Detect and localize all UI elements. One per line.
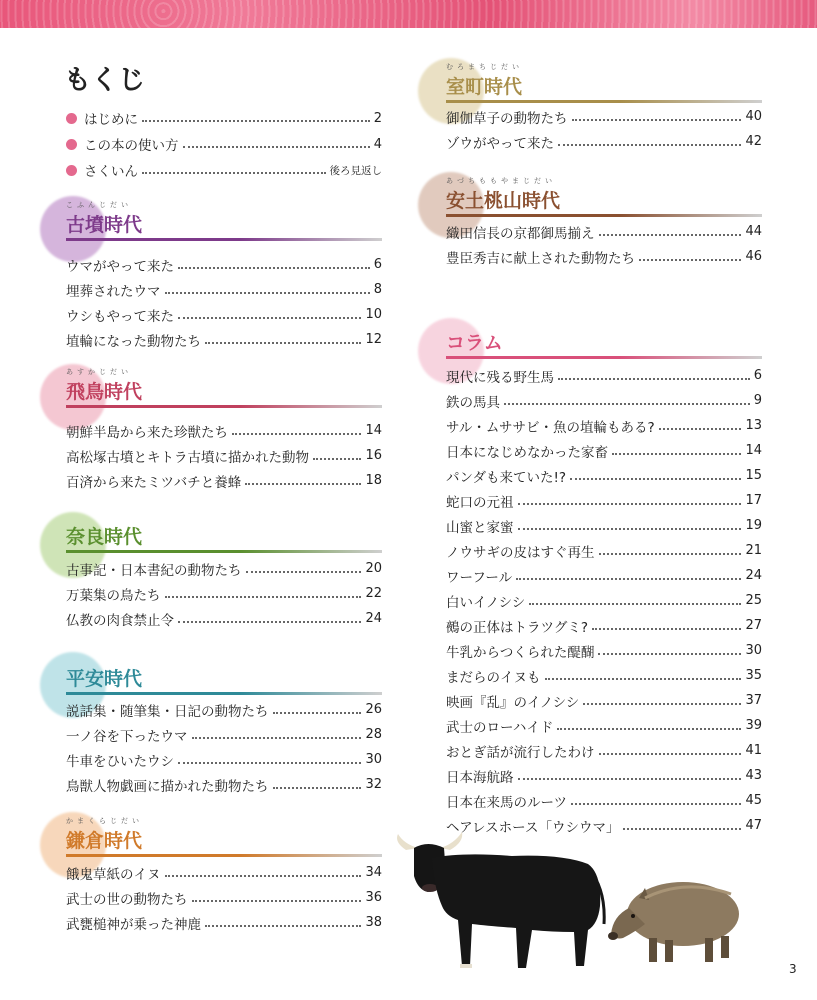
entry-label: 山蜜と家蜜 (446, 519, 514, 536)
toc-entry[interactable] (446, 488, 762, 513)
black-bull-photo (392, 828, 617, 973)
toc-entry[interactable] (66, 443, 382, 468)
entry-page: 30 (745, 643, 762, 658)
entry-label: 日本になじめなかった家畜 (446, 444, 608, 461)
entry-page: 20 (365, 561, 382, 576)
entry-page: 8 (373, 282, 382, 297)
dot-leader (504, 403, 750, 405)
dot-leader (205, 925, 361, 927)
toc-entry[interactable] (446, 688, 762, 713)
section-entries (66, 860, 382, 935)
entry-page: 34 (365, 865, 382, 880)
dot-leader (571, 803, 741, 805)
dot-leader (142, 120, 370, 122)
section-underline (446, 100, 762, 103)
entry-label: 餓鬼草紙のイヌ (66, 866, 161, 883)
entry-label: 白いイノシシ (446, 594, 526, 611)
entry-label: 鉄の馬具 (446, 394, 500, 411)
toc-entry[interactable] (66, 860, 382, 885)
entry-page: 47 (745, 818, 762, 833)
entry-page: 10 (365, 307, 382, 322)
dot-leader (558, 144, 741, 146)
dot-leader (178, 762, 361, 764)
section-entries (66, 556, 382, 631)
entry-page: 16 (365, 448, 382, 463)
page-title: もくじ (64, 65, 145, 96)
entry-page: 27 (745, 618, 762, 633)
entry-page: 22 (365, 586, 382, 601)
entry-page: 6 (373, 257, 382, 272)
toc-entry[interactable] (446, 413, 762, 438)
dot-leader (570, 478, 741, 480)
entry-page: 14 (365, 423, 382, 438)
toc-entry[interactable] (446, 463, 762, 488)
dot-leader (599, 234, 742, 236)
entry-label: まだらのイヌも (446, 669, 541, 686)
entry-label: 鳥獣人物戯画に描かれた動物たち (66, 778, 269, 795)
entry-page: 39 (745, 718, 762, 733)
dot-leader (205, 342, 361, 344)
section-title-ruby: かまくらじだい (66, 817, 143, 825)
entry-page: 13 (745, 418, 762, 433)
toc-entry[interactable] (446, 538, 762, 563)
dot-leader (572, 119, 742, 121)
entry-page: 2 (373, 110, 382, 126)
entry-page: 43 (745, 768, 762, 783)
intro-list (66, 105, 382, 183)
entry-page: 25 (745, 593, 762, 608)
section-entries (446, 219, 762, 269)
entry-page: 45 (745, 793, 762, 808)
dot-leader (192, 900, 362, 902)
entry-label: パンダも来ていた!? (446, 469, 567, 486)
section-entries (446, 104, 762, 154)
entry-page: 24 (745, 568, 762, 583)
section-underline (66, 238, 382, 241)
entry-label: さくいん (84, 164, 138, 180)
toc-entry[interactable] (66, 885, 382, 910)
entry-label: 百済から来たミツバチと養蜂 (66, 474, 242, 491)
section-title-ruby: あづちももやまじだい (446, 177, 556, 185)
section-underline (66, 854, 382, 857)
entry-label: 豊臣秀吉に献上された動物たち (446, 250, 635, 267)
section-title: コラム (446, 332, 503, 354)
entry-label: 埴輪になった動物たち (66, 333, 201, 350)
pink-bullet-icon (66, 165, 77, 176)
entry-label: はじめに (84, 112, 138, 128)
section-title: 飛鳥時代 (66, 381, 143, 403)
dot-leader (557, 728, 741, 730)
toc-entry[interactable] (446, 563, 762, 588)
wild-boar-photo (605, 868, 745, 968)
entry-label: ウマがやって来た (66, 258, 174, 275)
dot-leader (612, 453, 741, 455)
section-underline (446, 214, 762, 217)
entry-label: ワーフール (446, 569, 513, 586)
dot-leader (183, 146, 370, 148)
entry-label: ゾウがやって来た (446, 135, 554, 152)
entry-label: 高松塚古墳とキトラ古墳に描かれた動物 (66, 449, 309, 466)
toc-entry[interactable] (446, 788, 762, 813)
entry-page: 14 (745, 443, 762, 458)
entry-page: 26 (365, 702, 382, 717)
entry-label: 鵺の正体はトラツグミ? (446, 619, 589, 636)
decorative-top-band (0, 0, 817, 28)
entry-label: 御伽草子の動物たち (446, 110, 568, 127)
dot-leader (592, 628, 741, 630)
entry-label: 武士のローハイド (446, 719, 554, 736)
entry-label: 武甕槌神が乗った神鹿 (66, 916, 201, 933)
toc-entry[interactable] (446, 219, 762, 244)
toc-entry[interactable] (446, 613, 762, 638)
section-entries (66, 252, 382, 352)
toc-entry[interactable] (66, 722, 382, 747)
pink-bullet-icon (66, 113, 77, 124)
toc-entry[interactable] (446, 513, 762, 538)
dot-leader (178, 621, 361, 623)
dot-leader (599, 553, 742, 555)
pink-bullet-icon (66, 139, 77, 150)
toc-entry[interactable] (66, 302, 382, 327)
toc-entry[interactable] (446, 388, 762, 413)
entry-page: 35 (745, 668, 762, 683)
section-title: 安土桃山時代 (446, 190, 561, 212)
toc-entry[interactable] (66, 747, 382, 772)
toc-entry[interactable] (446, 244, 762, 269)
entry-page: 後ろ見返し (329, 164, 382, 177)
dot-leader (623, 828, 741, 830)
entry-label: 日本在来馬のルーツ (446, 794, 567, 811)
entry-page: 38 (365, 915, 382, 930)
entry-page: 41 (745, 743, 762, 758)
toc-entry-howto[interactable] (66, 131, 382, 157)
toc-entry[interactable] (66, 581, 382, 606)
toc-entry[interactable] (446, 363, 762, 388)
entry-page: 19 (745, 518, 762, 533)
dot-leader (529, 603, 741, 605)
page-number: 3 (789, 962, 797, 976)
section-title-ruby: こふんじだい (66, 201, 132, 209)
entry-page: 18 (365, 473, 382, 488)
toc-entry[interactable] (446, 129, 762, 154)
toc-entry[interactable] (66, 327, 382, 352)
entry-label: サル・ムササビ・魚の埴輪もある? (446, 419, 655, 436)
dot-leader (246, 571, 362, 573)
toc-entry[interactable] (446, 588, 762, 613)
entry-label: 日本海航路 (446, 769, 514, 786)
dot-leader (516, 578, 741, 580)
section-underline (446, 356, 762, 359)
toc-entry[interactable] (446, 738, 762, 763)
section-title: 鎌倉時代 (66, 830, 143, 852)
entry-page: 12 (365, 332, 382, 347)
entry-label: 古事記・日本書紀の動物たち (66, 562, 242, 579)
entry-label: 朝鮮半島から来た珍獣たち (66, 424, 228, 441)
entry-label: 万葉集の鳥たち (66, 587, 161, 604)
section-title: 奈良時代 (66, 526, 143, 548)
entry-label: 武士の世の動物たち (66, 891, 188, 908)
entry-label: ノウサギの皮はすぐ再生 (446, 544, 595, 561)
dot-leader (659, 428, 742, 430)
dot-leader (165, 596, 362, 598)
dot-leader (192, 737, 362, 739)
toc-entry-index[interactable] (66, 157, 382, 183)
entry-label: ヘアレスホース「ウシウマ」 (446, 819, 620, 836)
dot-leader (142, 172, 326, 174)
entry-page: 37 (745, 693, 762, 708)
entry-label: 仏教の肉食禁止令 (66, 612, 174, 629)
toc-entry-intro[interactable] (66, 105, 382, 131)
entry-page: 24 (365, 611, 382, 626)
toc-entry[interactable] (446, 104, 762, 129)
section-title-ruby: むろまちじだい (446, 63, 523, 71)
dot-leader (245, 483, 361, 485)
section-entries (66, 697, 382, 797)
toc-entry[interactable] (66, 277, 382, 302)
entry-page: 6 (753, 368, 762, 383)
dot-leader (558, 378, 750, 380)
toc-entry[interactable] (66, 606, 382, 631)
section-underline (66, 550, 382, 553)
entry-page: 4 (373, 136, 382, 152)
entry-page: 40 (745, 109, 762, 124)
entry-label: 現代に残る野生馬 (446, 369, 554, 386)
entry-label: 織田信長の京都御馬揃え (446, 225, 595, 242)
toc-entry[interactable] (446, 638, 762, 663)
toc-entry[interactable] (66, 910, 382, 935)
entry-page: 17 (745, 493, 762, 508)
section-entries (66, 418, 382, 493)
entry-page: 21 (745, 543, 762, 558)
entry-label: 一ノ谷を下ったウマ (66, 728, 188, 745)
toc-entry[interactable] (446, 763, 762, 788)
entry-page: 36 (365, 890, 382, 905)
section-entries (446, 363, 762, 838)
dot-leader (518, 778, 742, 780)
section-title: 室町時代 (446, 76, 523, 98)
dot-leader (178, 317, 361, 319)
dot-leader (313, 458, 361, 460)
section-title-ruby: あすかじだい (66, 368, 132, 376)
dot-leader (639, 259, 741, 261)
entry-page: 42 (745, 134, 762, 149)
entry-page: 30 (365, 752, 382, 767)
entry-label: 埋葬されたウマ (66, 283, 161, 300)
entry-page: 44 (745, 224, 762, 239)
dot-leader (599, 753, 742, 755)
entry-label: この本の使い方 (84, 138, 179, 154)
entry-label: 牛車をひいたウシ (66, 753, 174, 770)
entry-label: ウシもやって来た (66, 308, 174, 325)
dot-leader (273, 787, 362, 789)
toc-entry[interactable] (66, 772, 382, 797)
toc-entry[interactable] (66, 468, 382, 493)
section-underline (66, 692, 382, 695)
dot-leader (545, 678, 742, 680)
entry-label: おとぎ話が流行したわけ (446, 744, 595, 761)
dot-leader (232, 433, 361, 435)
dot-leader (178, 267, 370, 269)
toc-entry[interactable] (66, 418, 382, 443)
toc-entry[interactable] (446, 713, 762, 738)
entry-label: 牛乳からつくられた醍醐 (446, 644, 595, 661)
section-title: 平安時代 (66, 668, 143, 690)
section-title: 古墳時代 (66, 214, 143, 236)
entry-page: 28 (365, 727, 382, 742)
toc-entry[interactable] (66, 556, 382, 581)
entry-page: 32 (365, 777, 382, 792)
toc-entry[interactable] (446, 663, 762, 688)
entry-label: 説話集・随筆集・日記の動物たち (66, 703, 269, 720)
entry-page: 9 (753, 393, 762, 408)
toc-entry[interactable] (66, 697, 382, 722)
dot-leader (518, 503, 742, 505)
dot-leader (583, 703, 741, 705)
toc-entry[interactable] (66, 252, 382, 277)
dot-leader (165, 292, 370, 294)
dot-leader (518, 528, 742, 530)
dot-leader (598, 653, 741, 655)
entry-label: 映画『乱』のイノシシ (446, 694, 580, 711)
toc-entry[interactable] (446, 438, 762, 463)
section-underline (66, 405, 382, 408)
entry-label: 蛇口の元祖 (446, 494, 514, 511)
entry-page: 15 (745, 468, 762, 483)
dot-leader (165, 875, 362, 877)
dot-leader (273, 712, 362, 714)
entry-page: 46 (745, 249, 762, 264)
